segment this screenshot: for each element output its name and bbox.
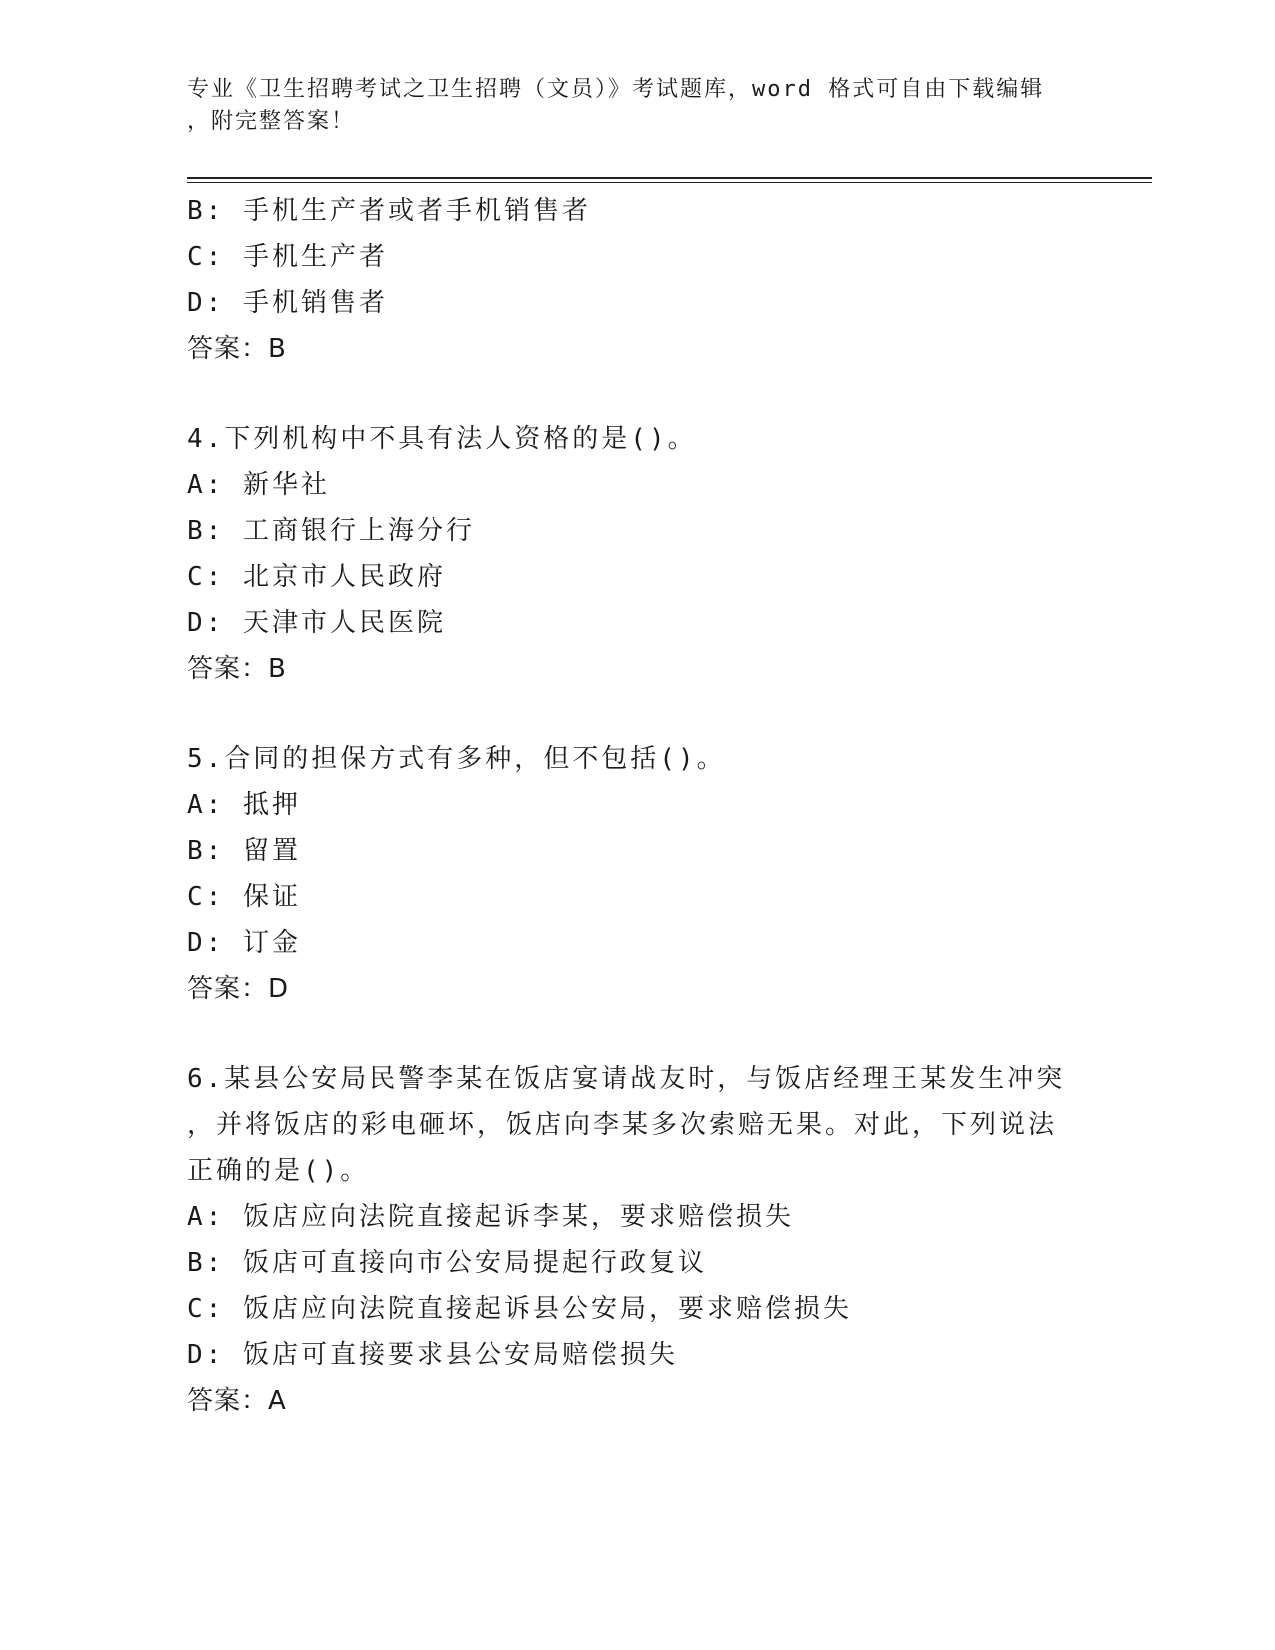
header-line-2: ，附完整答案！ xyxy=(187,109,356,134)
option-c: C: 北京市人民政府 xyxy=(187,562,446,592)
header-divider-thick xyxy=(187,177,1152,179)
option-d: D: 天津市人民医院 xyxy=(187,608,446,638)
question-stem: 5.合同的担保方式有多种，但不包括()。 xyxy=(187,744,726,774)
header-line-1: 专业《卫生招聘考试之卫生招聘（文员）》考试题库，word 格式可自由下载编辑 xyxy=(187,77,1045,102)
option-a: A: 新华社 xyxy=(187,470,330,500)
document-header xyxy=(187,74,1067,138)
option-b: B: 饭店可直接向市公安局提起行政复议 xyxy=(187,1248,707,1278)
option-d: D: 订金 xyxy=(187,928,301,958)
question-5 xyxy=(187,736,1087,1012)
question-stem-line-2: ，并将饭店的彩电砸坏，饭店向李某多次索赔无果。对此，下列说法 xyxy=(187,1110,1058,1140)
option-d: D: 手机销售者 xyxy=(187,288,388,318)
option-b: B: 留置 xyxy=(187,836,301,866)
option-c: C: 手机生产者 xyxy=(187,242,388,272)
answer-line: 答案：B xyxy=(187,654,287,684)
answer-line: 答案：B xyxy=(187,334,287,364)
partial-question xyxy=(187,188,1087,372)
option-a: A: 抵押 xyxy=(187,790,301,820)
option-d: D: 饭店可直接要求县公安局赔偿损失 xyxy=(187,1340,678,1370)
question-4 xyxy=(187,416,1087,692)
option-c: C: 饭店应向法院直接起诉县公安局，要求赔偿损失 xyxy=(187,1294,852,1324)
question-stem: 4.下列机构中不具有法人资格的是()。 xyxy=(187,424,697,454)
option-b: B: 工商银行上海分行 xyxy=(187,516,475,546)
answer-line: 答案：A xyxy=(187,1386,287,1416)
option-b: B: 手机生产者或者手机销售者 xyxy=(187,196,591,226)
question-stem-line-3: 正确的是()。 xyxy=(187,1156,370,1186)
option-c: C: 保证 xyxy=(187,882,301,912)
question-list xyxy=(187,188,1087,1424)
answer-line: 答案：D xyxy=(187,974,290,1004)
option-a: A: 饭店应向法院直接起诉李某，要求赔偿损失 xyxy=(187,1202,794,1232)
header-divider-thin xyxy=(187,182,1152,183)
question-6 xyxy=(187,1056,1087,1424)
question-stem-line-1: 6.某县公安局民警李某在饭店宴请战友时，与饭店经理王某发生冲突 xyxy=(187,1064,1066,1094)
